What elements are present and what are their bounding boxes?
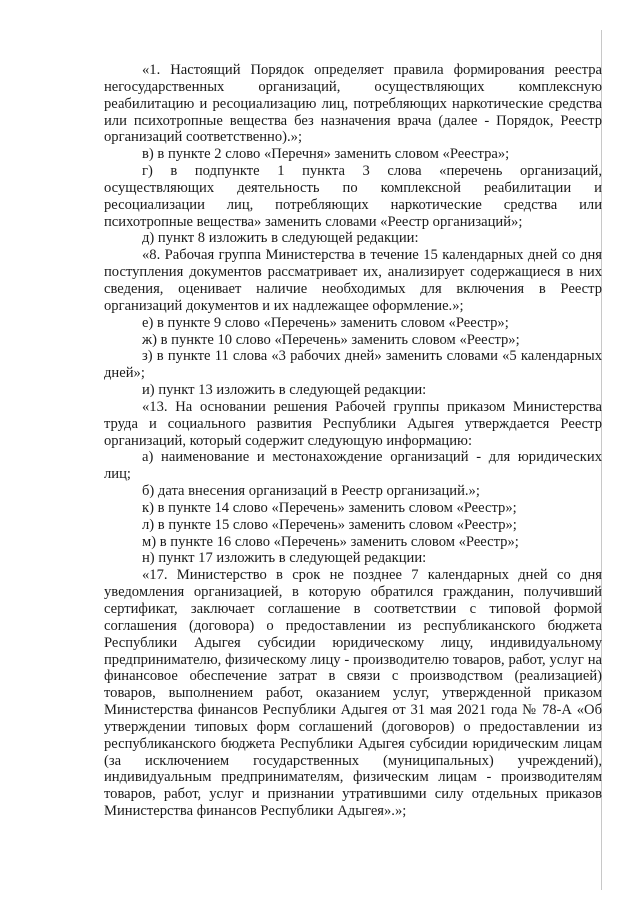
paragraph-subitem-m: м) в пункте 16 слово «Перечень» заменить словом «Реестр»;	[142, 533, 519, 550]
paragraph-subitem-k: к) в пункте 14 слово «Перечень» заменить словом «Реестр»;	[142, 499, 517, 516]
paragraph-subitem-g: г) в подпункте 1 пункта 3 слова «перечень организаций, осуществляющих деятельность по комплексной реабилитации и ресоциализации лиц, потребляющих наркотические средства или психотропные вещества» заменить словами «Реестр организаций»;	[104, 163, 602, 230]
paragraph-subitem-e: е) в пункте 9 слово «Перечень» заменить словом «Реестр»;	[142, 314, 509, 331]
paragraph-item-b: б) дата внесения организаций в Реестр организаций.»;	[142, 483, 480, 500]
paragraph-subitem-n: н) пункт 17 изложить в следующей редакции:	[142, 550, 427, 567]
document-body	[104, 62, 602, 820]
paragraph-point-1: «1. Настоящий Порядок определяет правила формирования реестра негосударственных организаций, осуществляющих комплексную реабилитацию и ресоциализацию лиц, потребляющих наркотические средства или психотропные вещества без назначения врача (далее - Порядок, Реестр организаций соответственно).»;	[104, 62, 602, 146]
paragraph-subitem-l: л) в пункте 15 слово «Перечень» заменить словом «Реестр»;	[142, 516, 517, 533]
paragraph-point-13: «13. На основании решения Рабочей группы приказом Министерства труда и социального развития Республики Адыгея утверждается Реестр организаций, который содержит следующую информацию:	[104, 398, 602, 449]
paragraph-subitem-d: д) пункт 8 изложить в следующей редакции:	[142, 230, 419, 247]
paragraph-subitem-i: и) пункт 13 изложить в следующей редакции:	[142, 382, 427, 399]
paragraph-subitem-z: з) в пункте 11 слова «3 рабочих дней» заменить словами «5 календарных дней»;	[104, 348, 602, 382]
paragraph-point-17: «17. Министерство в срок не позднее 7 календарных дней со дня уведомления организацией, в которую обратился гражданин, получивший сертификат, заключает соглашение в соответствии с типовой формой соглашения (договора) о предоставлении из республиканского бюджета Республики Адыгея субсидии юридическому лицу, индивидуальному предпринимателю, физическому лицу - производителю товаров, работ, услуг на финансовое обеспечение затрат в связи с производством (реализацией) товаров, выполнением работ, оказанием услуг, утвержденной приказом Министерства финансов Республики Адыгея от 31 мая 2021 года № 78-А «Об утверждении типовых форм соглашений (договоров) о предоставлении из республиканского бюджета Республики Адыгея субсидии юридическим лицам (за исключением государственных (муниципальных) учреждений), индивидуальным предпринимателям, физическим лицам - производителям товаров, работ, услуг и признании утратившими силу отдельных приказов Министерства финансов Республики Адыгея».»;	[104, 567, 602, 820]
paragraph-point-8: «8. Рабочая группа Министерства в течение 15 календарных дней со дня поступления документов рассматривает их, анализирует содержащиеся в них сведения, оценивает наличие необходимых для включения в Реестр организаций документов и их надлежащее оформление.»;	[104, 247, 602, 314]
paragraph-subitem-v: в) в пункте 2 слово «Перечня» заменить словом «Реестра»;	[142, 146, 510, 163]
paragraph-subitem-zh: ж) в пункте 10 слово «Перечень» заменить словом «Реестр»;	[142, 331, 520, 348]
paragraph-item-a: а) наименование и местонахождение организаций - для юридических лиц;	[104, 449, 602, 483]
